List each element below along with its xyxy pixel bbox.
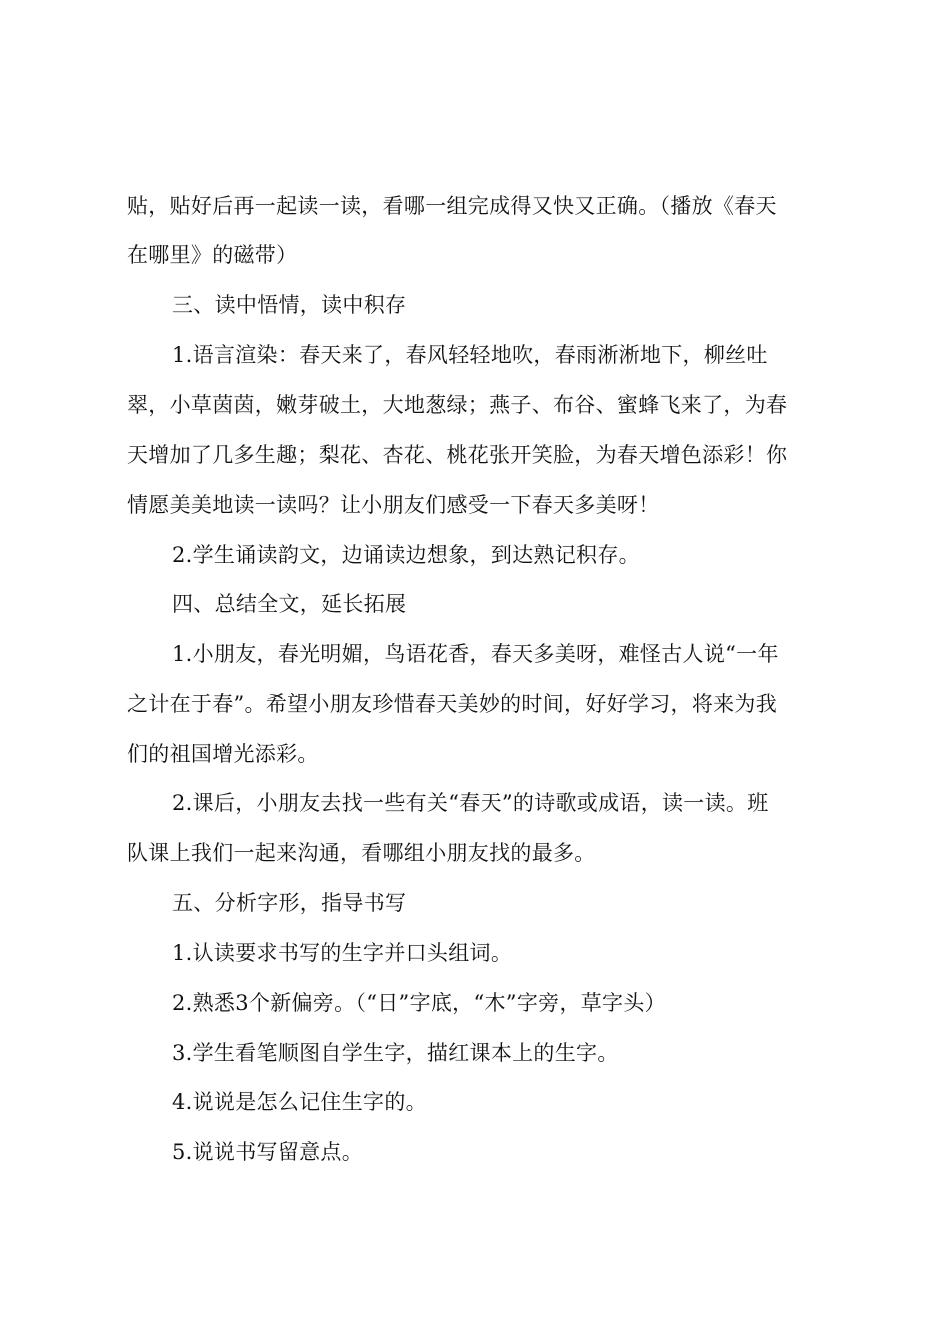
paragraph-line: 翠，小草茵茵，嫩芽破土，大地葱绿；燕子、布谷、蜜蜂飞来了，为春 bbox=[127, 393, 788, 417]
paragraph-line: 1.语言渲染：春天来了，春风轻轻地吹，春雨淅淅地下，柳丝吐 bbox=[172, 343, 768, 367]
paragraph-line: 5.说说书写留意点。 bbox=[172, 1140, 364, 1164]
section-heading: 四、总结全文，延长拓展 bbox=[172, 592, 407, 616]
paragraph-line: 贴，贴好后再一起读一读，看哪一组完成得又快又正确。（播放《春天 bbox=[127, 194, 777, 218]
paragraph-line: 在哪里》的磁带） bbox=[127, 243, 298, 267]
section-heading: 三、读中悟情，读中积存 bbox=[172, 293, 407, 317]
paragraph-line: 们的祖国增光添彩。 bbox=[127, 742, 319, 766]
paragraph-line: 4.说说是怎么记住生字的。 bbox=[172, 1090, 427, 1114]
paragraph-line: 队课上我们一起来沟通，看哪组小朋友找的最多。 bbox=[127, 841, 596, 865]
paragraph-line: 1.小朋友，春光明媚，鸟语花香，春天多美呀，难怪古人说“一年 bbox=[172, 642, 779, 666]
paragraph-line: 天增加了几多生趣；梨花、杏花、桃花张开笑脸，为春天增色添彩！你 bbox=[127, 443, 788, 467]
paragraph-line: 情愿美美地读一读吗？让小朋友们感受一下春天多美呀！ bbox=[127, 493, 660, 517]
paragraph-line: 1.认读要求书写的生字并口头组词。 bbox=[172, 941, 513, 965]
section-heading: 五、分析字形，指导书写 bbox=[172, 891, 407, 915]
paragraph-line: 2.课后，小朋友去找一些有关“春天”的诗歌或成语，读一读。班 bbox=[172, 791, 769, 815]
paragraph-line: 2.熟悉3个新偏旁。（“日”字底，“木”字旁，草字头） bbox=[172, 991, 666, 1015]
paragraph-line: 3.学生看笔顺图自学生字，描红课本上的生字。 bbox=[172, 1041, 619, 1065]
paragraph-line: 2.学生诵读韵文，边诵读边想象，到达熟记积存。 bbox=[172, 543, 640, 567]
paragraph-line: 之计在于春”。希望小朋友珍惜春天美妙的时间，好好学习，将来为我 bbox=[127, 692, 778, 716]
